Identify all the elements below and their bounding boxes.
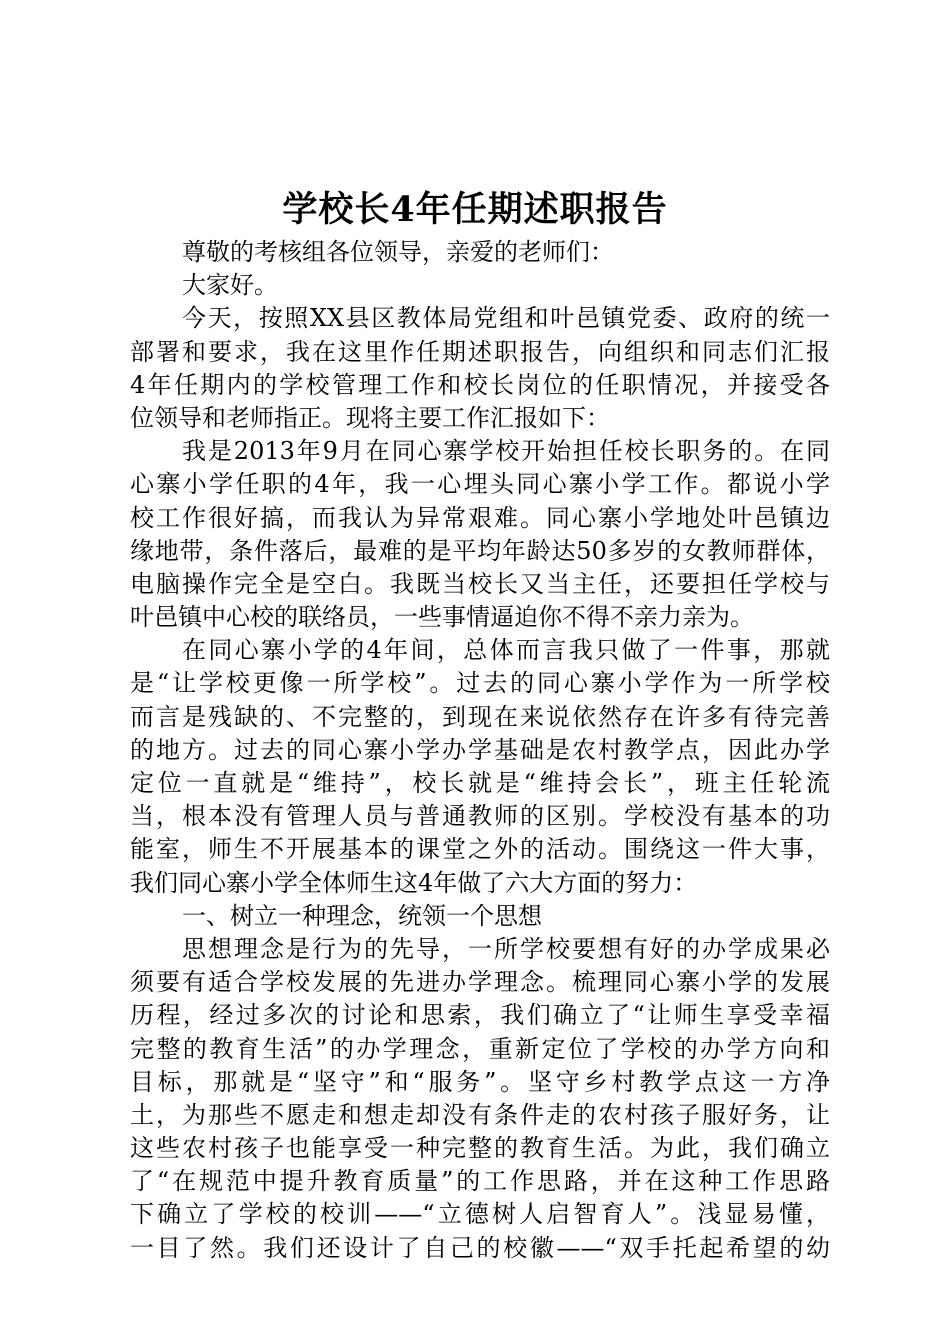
text-line: 历程，经过多次的讨论和思索，我们确立了“让师生享受幸福 — [130, 1001, 830, 1030]
text-line: 在同心寨小学的4年间，总体而言我只做了一件事，那就 — [182, 636, 830, 665]
text-line: 而言是残缺的、不完整的，到现在来说依然存在许多有待完善 — [130, 702, 830, 731]
document-body — [130, 236, 830, 1265]
text-line: 缘地带，条件落后，最难的是平均年龄达50多岁的女教师群体， — [130, 536, 830, 565]
text-line: 4年任期内的学校管理工作和校长岗位的任职情况，并接受各 — [130, 370, 830, 399]
text-line: 部署和要求，我在这里作任期述职报告，向组织和同志们汇报 — [130, 337, 830, 366]
text-line: 能室，师生不开展基本的课堂之外的活动。围绕这一件大事， — [130, 835, 830, 864]
text-line: 尊敬的考核组各位领导，亲爱的老师们： — [182, 238, 614, 266]
text-line: 校工作很好搞，而我认为异常艰难。同心寨小学地处叶邑镇边 — [130, 503, 830, 532]
text-line: 了“在规范中提升教育质量”的工作思路，并在这种工作思路 — [130, 1167, 830, 1196]
text-line: 一、树立一种理念，统领一个思想 — [182, 901, 542, 930]
text-line: 的地方。过去的同心寨小学办学基础是农村教学点，因此办学 — [130, 735, 830, 764]
text-line: 目标，那就是“坚守”和“服务”。坚守乡村教学点这一方净 — [130, 1067, 830, 1096]
text-line: 我们同心寨小学全体师生这4年做了六大方面的努力： — [130, 868, 698, 897]
text-line: 大家好。 — [182, 271, 278, 300]
text-line: 土，为那些不愿走和想走却没有条件走的农村孩子服好务，让 — [130, 1100, 830, 1129]
document-title: 学校长4年任期述职报告 — [282, 189, 668, 230]
text-line: 心寨小学任职的4年，我一心埋头同心寨小学工作。都说小学 — [130, 470, 830, 499]
text-line: 电脑操作完全是空白。我既当校长又当主任，还要担任学校与 — [130, 569, 830, 598]
text-line: 下确立了学校的校训——“立德树人启智育人”。浅显易懂， — [130, 1200, 830, 1229]
text-line: 叶邑镇中心校的联络员，一些事情逼迫你不得不亲力亲为。 — [130, 603, 754, 632]
text-line: 是“让学校更像一所学校”。过去的同心寨小学作为一所学校 — [130, 669, 830, 698]
text-line: 定位一直就是“维持”，校长就是“维持会长”，班主任轮流 — [130, 769, 830, 797]
text-line: 当，根本没有管理人员与普通教师的区别。学校没有基本的功 — [130, 802, 830, 831]
text-line: 今天，按照XX县区教体局党组和叶邑镇党委、政府的统一 — [182, 304, 830, 333]
text-line: 位领导和老师指正。现将主要工作汇报如下： — [130, 403, 610, 432]
text-line: 须要有适合学校发展的先进办学理念。梳理同心寨小学的发展 — [130, 968, 830, 997]
text-line: 我是2013年9月在同心寨学校开始担任校长职务的。在同 — [182, 437, 830, 466]
text-line: 这些农村孩子也能享受一种完整的教育生活。为此，我们确立 — [130, 1134, 830, 1163]
text-line: 思想理念是行为的先导，一所学校要想有好的办学成果必 — [182, 934, 830, 963]
text-line: 一目了然。我们还设计了自己的校徽——“双手托起希望的幼 — [130, 1233, 830, 1262]
text-line: 完整的教育生活”的办学理念，重新定位了学校的办学方向和 — [130, 1034, 830, 1063]
